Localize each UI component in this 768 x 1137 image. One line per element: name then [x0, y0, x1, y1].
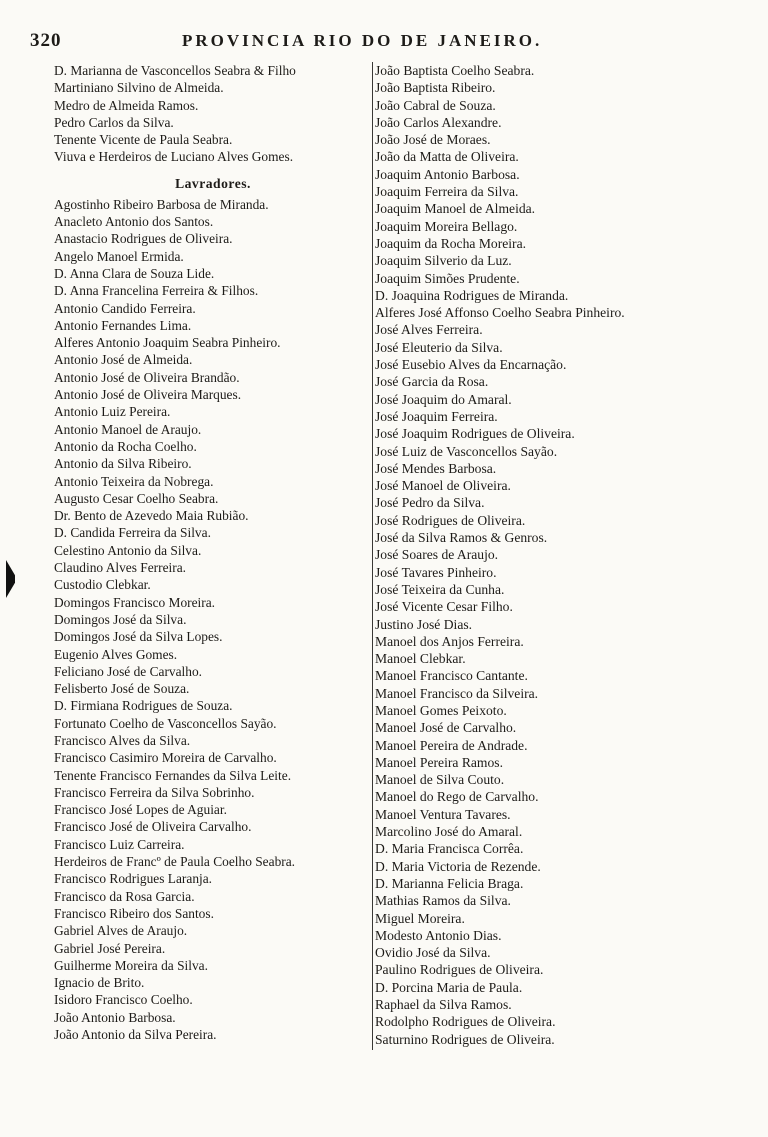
- list-item: Manoel Gomes Peixoto.: [375, 702, 507, 718]
- list-item: Manoel Pereira de Andrade.: [375, 737, 528, 753]
- list-item: João Carlos Alexandre.: [375, 114, 502, 130]
- list-item: Angelo Manoel Ermida.: [54, 248, 184, 264]
- list-item: José Joaquim Ferreira.: [375, 408, 498, 424]
- list-item: José Teixeira da Cunha.: [375, 581, 505, 597]
- list-item: Joaquim Moreira Bellago.: [375, 218, 518, 234]
- list-item: Medro de Almeida Ramos.: [54, 97, 199, 113]
- left-top-list: [54, 62, 372, 166]
- running-title: PROVINCIA RIO DO DE JANEIRO.: [182, 31, 543, 50]
- list-item: Rodolpho Rodrigues de Oliveira.: [375, 1014, 556, 1030]
- list-item: José Tavares Pinheiro.: [375, 564, 497, 580]
- list-item: Anacleto Antonio dos Santos.: [54, 214, 214, 230]
- list-item: Francisco Casimiro Moreira de Carvalho.: [54, 750, 277, 766]
- list-item: Manoel do Rego de Carvalho.: [375, 789, 539, 805]
- right-column: [372, 62, 715, 1050]
- list-item: D. Candida Ferreira da Silva.: [54, 525, 211, 541]
- list-item: João da Matta de Oliveira.: [375, 149, 519, 165]
- list-item: Joaquim Ferreira da Silva.: [375, 184, 519, 200]
- list-item: Claudino Alves Ferreira.: [54, 560, 187, 576]
- list-item: José da Silva Ramos & Genros.: [375, 530, 548, 546]
- list-item: Anastacio Rodrigues de Oliveira.: [54, 231, 233, 247]
- list-item: Manoel Clebkar.: [375, 651, 466, 667]
- list-item: João Antonio da Silva Pereira.: [54, 1027, 217, 1043]
- list-item: Antonio da Rocha Coelho.: [54, 438, 197, 454]
- list-item: D. Joaquina Rodrigues de Miranda.: [375, 287, 569, 303]
- list-item: Antonio Manoel de Araujo.: [54, 421, 202, 437]
- list-item: Francisco Ferreira da Silva Sobrinho.: [54, 784, 255, 800]
- list-item: Manoel de Silva Couto.: [375, 772, 505, 788]
- list-item: Francisco da Rosa Garcia.: [54, 888, 195, 904]
- list-item: Antonio José de Oliveira Brandão.: [54, 369, 240, 385]
- list-item: José Rodrigues de Oliveira.: [375, 512, 526, 528]
- list-item: Francisco Alves da Silva.: [54, 732, 191, 748]
- list-item: José Soares de Araujo.: [375, 547, 499, 563]
- list-item: Fortunato Coelho de Vasconcellos Sayão.: [54, 715, 277, 731]
- list-item: José Eusebio Alves da Encarnação.: [375, 357, 567, 373]
- list-item: João Cabral de Souza.: [375, 97, 496, 113]
- right-entries-list: [375, 62, 715, 1048]
- list-item: Herdeiros de Francº de Paula Coelho Seabra.: [54, 854, 296, 870]
- list-item: Miguel Moreira.: [375, 910, 465, 926]
- list-item: Viuva e Herdeiros de Luciano Alves Gomes.: [54, 149, 294, 165]
- left-column: [54, 62, 372, 1043]
- list-item: Marcolino José do Amaral.: [375, 824, 523, 840]
- list-item: Raphael da Silva Ramos.: [375, 997, 512, 1013]
- list-item: Gabriel Alves de Araujo.: [54, 923, 188, 939]
- list-item: Alferes José Affonso Coelho Seabra Pinheiro.: [375, 305, 625, 321]
- list-item: Francisco José de Oliveira Carvalho.: [54, 819, 252, 835]
- list-item: Domingos José da Silva Lopes.: [54, 629, 223, 645]
- list-item: Antonio da Silva Ribeiro.: [54, 456, 192, 472]
- list-item: D. Marianna Felicia Braga.: [375, 875, 524, 891]
- list-item: Mathias Ramos da Silva.: [375, 893, 511, 909]
- list-item: Tenente Francisco Fernandes da Silva Leite.: [54, 767, 292, 783]
- list-item: Antonio Luiz Pereira.: [54, 404, 171, 420]
- list-item: D. Marianna de Vasconcellos Seabra & Filho: [54, 63, 296, 78]
- list-item: Ovidio José da Silva.: [375, 945, 491, 961]
- list-item: D. Anna Clara de Souza Lide.: [54, 265, 215, 281]
- list-item: Joaquim Silverio da Luz.: [375, 253, 512, 269]
- list-item: João José de Moraes.: [375, 132, 491, 148]
- list-item: Joaquim Simões Prudente.: [375, 270, 520, 286]
- list-item: Custodio Clebkar.: [54, 577, 151, 593]
- list-item: Eugenio Alves Gomes.: [54, 646, 178, 662]
- list-item: José Joaquim do Amaral.: [375, 391, 512, 407]
- page-number: 320: [30, 30, 62, 51]
- list-item: Manoel José de Carvalho.: [375, 720, 517, 736]
- list-item: Manoel Pereira Ramos.: [375, 754, 503, 770]
- list-item: Modesto Antonio Dias.: [375, 927, 502, 943]
- list-item: Joaquim Antonio Barbosa.: [375, 166, 520, 182]
- list-item: Pedro Carlos da Silva.: [54, 114, 174, 130]
- list-item: D. Porcina Maria de Paula.: [375, 979, 523, 995]
- list-item: Joaquim da Rocha Moreira.: [375, 235, 526, 251]
- list-item: Francisco José Lopes de Aguiar.: [54, 802, 227, 818]
- list-item: João Baptista Coelho Seabra.: [375, 63, 535, 78]
- list-item: D. Anna Francelina Ferreira & Filhos.: [54, 283, 259, 299]
- list-item: Felisberto José de Souza.: [54, 681, 190, 697]
- list-item: José Garcia da Rosa.: [375, 374, 489, 390]
- list-item: José Manoel de Oliveira.: [375, 478, 511, 494]
- list-item: Guilherme Moreira da Silva.: [54, 957, 208, 973]
- list-item: José Pedro da Silva.: [375, 495, 485, 511]
- list-item: Isidoro Francisco Coelho.: [54, 992, 193, 1008]
- list-item: Antonio Teixeira da Nobrega.: [54, 473, 214, 489]
- list-item: Paulino Rodrigues de Oliveira.: [375, 962, 544, 978]
- list-item: Feliciano José de Carvalho.: [54, 663, 203, 679]
- list-item: Alferes Antonio Joaquim Seabra Pinheiro.: [54, 335, 281, 351]
- list-item: José Alves Ferreira.: [375, 322, 483, 338]
- list-item: Joaquim Manoel de Almeida.: [375, 201, 536, 217]
- list-item: Francisco Luiz Carreira.: [54, 836, 185, 852]
- list-item: José Eleuterio da Silva.: [375, 339, 503, 355]
- list-item: Augusto Cesar Coelho Seabra.: [54, 490, 219, 506]
- list-item: D. Firmiana Rodrigues de Souza.: [54, 698, 233, 714]
- page-header: [30, 30, 590, 54]
- list-item: Justino José Dias.: [375, 616, 473, 632]
- list-item: Gabriel José Pereira.: [54, 940, 166, 956]
- list-item: Martiniano Silvino de Almeida.: [54, 80, 224, 96]
- list-item: Celestino Antonio da Silva.: [54, 542, 202, 558]
- list-item: D. Maria Francisca Corrêa.: [375, 841, 524, 857]
- list-item: Antonio José de Oliveira Marques.: [54, 387, 242, 403]
- list-item: Antonio Candido Ferreira.: [54, 300, 196, 316]
- list-item: Antonio Fernandes Lima.: [54, 317, 192, 333]
- list-item: D. Maria Victoria de Rezende.: [375, 858, 541, 874]
- list-item: Domingos Francisco Moreira.: [54, 594, 216, 610]
- list-item: José Luiz de Vasconcellos Sayão.: [375, 443, 558, 459]
- list-item: Francisco Ribeiro dos Santos.: [54, 905, 214, 921]
- list-item: Saturnino Rodrigues de Oliveira.: [375, 1031, 555, 1047]
- list-item: José Joaquim Rodrigues de Oliveira.: [375, 426, 575, 442]
- list-item: Tenente Vicente de Paula Seabra.: [54, 132, 233, 148]
- list-item: Manoel Francisco Cantante.: [375, 668, 528, 684]
- list-item: Antonio José de Almeida.: [54, 352, 193, 368]
- list-item: Dr. Bento de Azevedo Maia Rubião.: [54, 508, 249, 524]
- list-item: Agostinho Ribeiro Barbosa de Miranda.: [54, 196, 269, 212]
- left-entries-list: [54, 196, 372, 1044]
- list-item: João Antonio Barbosa.: [54, 1009, 176, 1025]
- list-item: Ignacio de Brito.: [54, 975, 145, 991]
- list-item: Manoel Francisco da Silveira.: [375, 685, 539, 701]
- list-item: Manoel Ventura Tavares.: [375, 806, 511, 822]
- list-item: Manoel dos Anjos Ferreira.: [375, 633, 524, 649]
- list-item: José Vicente Cesar Filho.: [375, 599, 513, 615]
- list-item: José Mendes Barbosa.: [375, 460, 497, 476]
- list-item: Domingos José da Silva.: [54, 611, 187, 627]
- list-item: Francisco Rodrigues Laranja.: [54, 871, 213, 887]
- margin-mark: [6, 560, 15, 598]
- list-item: João Baptista Ribeiro.: [375, 80, 496, 96]
- section-heading-lavradores: Lavradores.: [175, 175, 251, 191]
